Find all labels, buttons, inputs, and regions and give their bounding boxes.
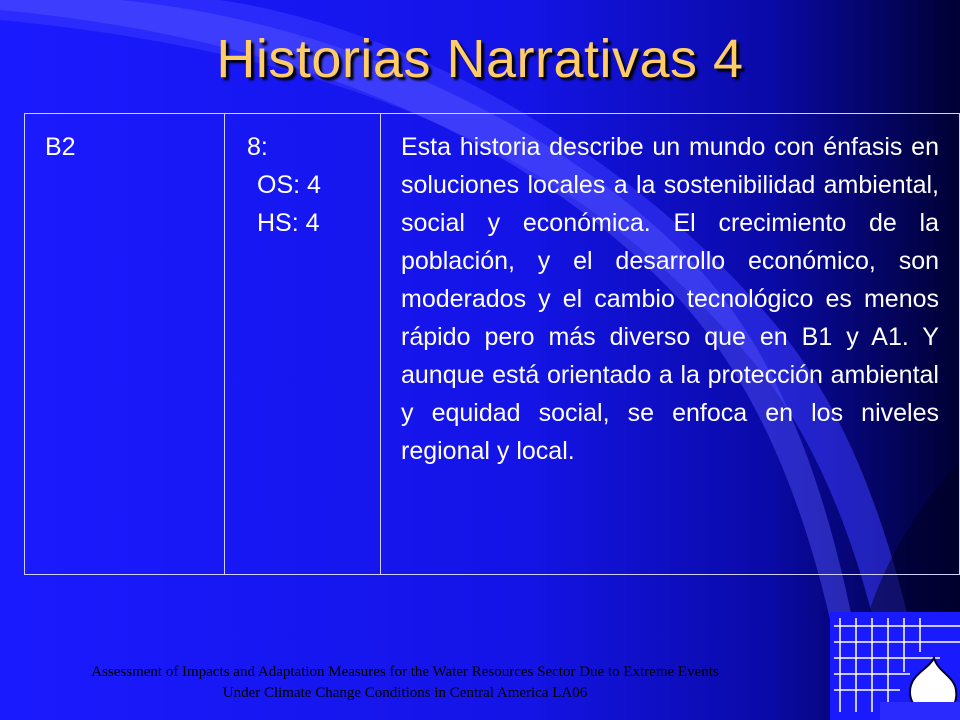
description-cell [381,114,960,575]
os-count: OS: 4 [257,171,321,199]
scenario-cell [25,114,225,575]
hs-count: HS: 4 [257,209,320,237]
footer-line-2: Under Climate Change Conditions in Central America LA06 [222,685,588,701]
footer-line-1: Assessment of Impacts and Adaptation Measures for the Water Resources Sector Due to Extreme Events [91,664,719,680]
grid-drop-logo-icon [830,612,960,720]
counts-cell [225,114,381,575]
slide-title: Historias Narrativas 4 [216,29,744,89]
footer-citation [0,662,810,704]
scenario-table [24,113,960,575]
scenario-description: Esta historia describe un mundo con énfasis en soluciones locales a la sostenibilidad ambiental, social y económica. El crecimiento de la población, y el desarrollo económico, son moderados y el cambio tecnológico es menos rápido pero más diverso que en B1 y A1. Y aunque está orientado a la protección ambiental y equidad social, se enfoca en los niveles regional y local. [401,133,939,465]
count-number: 8: [247,133,268,161]
table-row [25,114,960,575]
scenario-label: B2 [45,133,76,161]
